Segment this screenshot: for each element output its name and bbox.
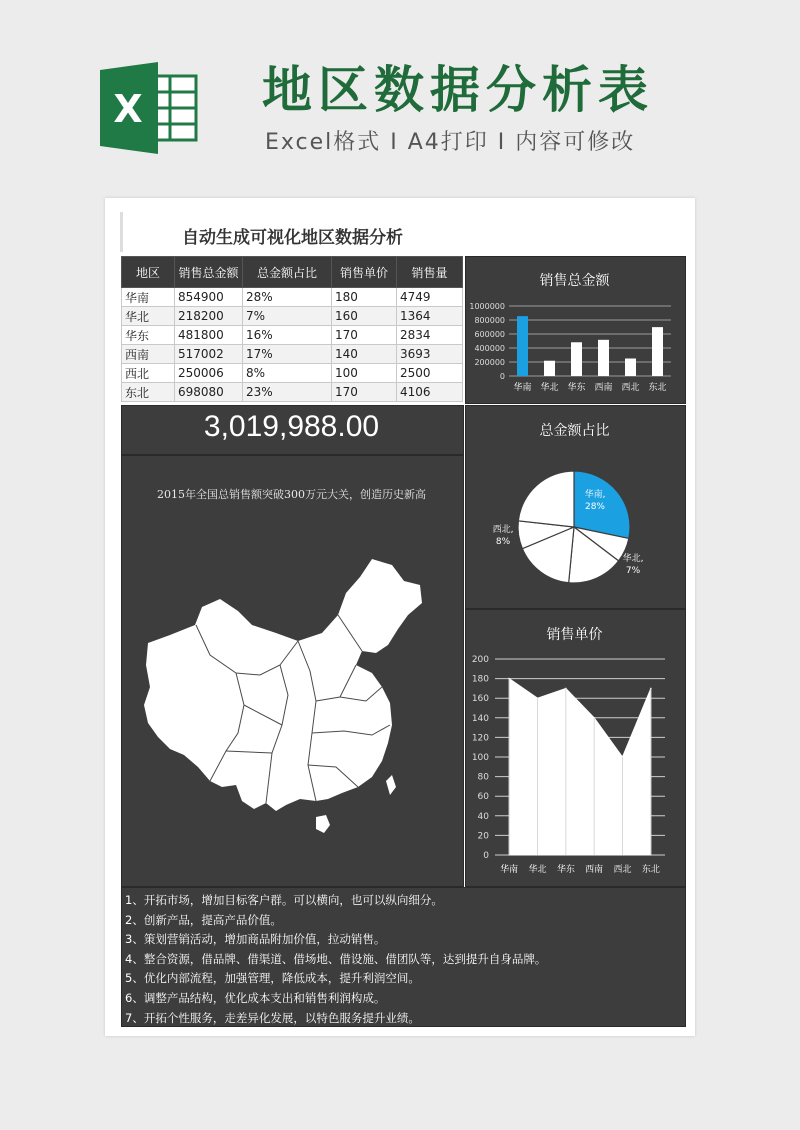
pie-slice	[518, 471, 574, 527]
area-x-tick-label: 西北	[613, 865, 632, 875]
cell-region: 华北	[122, 307, 175, 326]
pie-label-percent: 28%	[584, 502, 606, 512]
pie-label-percent: 8%	[495, 537, 511, 547]
note-item: 7、开拓个性服务，走差异化发展，以特色服务提升业绩。	[125, 1010, 420, 1025]
bar-x-tick-label: 西南	[594, 383, 613, 393]
area-x-tick-label: 东北	[641, 865, 660, 875]
area-x-tick-label: 西南	[585, 865, 604, 875]
note-item: 4、整合资源，借品牌、借渠道、借场地、借设施、借团队等，达到提升自身品牌。	[125, 951, 547, 966]
area-y-tick-label: 140	[471, 713, 489, 724]
area-y-tick-label: 60	[477, 792, 489, 803]
cell-total-sales: 854900	[175, 288, 243, 307]
note-item: 5、优化内部流程，加强管理，降低成本，提升利润空间。	[125, 971, 420, 986]
table-row	[122, 307, 463, 326]
pie-chart-title: 总金额占比	[539, 423, 610, 439]
cell-region: 西南	[122, 345, 175, 364]
bar-y-tick-label: 200000	[474, 358, 505, 367]
area-y-tick-label: 20	[477, 831, 489, 842]
bar-y-tick-label: 0	[499, 372, 505, 381]
map-caption: 2015年全国总销售额突破300万元大关，创造历史新高	[157, 488, 426, 501]
area-y-tick-label: 120	[471, 733, 489, 744]
cell-share: 8%	[243, 364, 332, 383]
col-header-unit-price: 销售单价	[332, 257, 397, 288]
bar-x-tick-label: 西北	[621, 383, 640, 393]
cell-quantity: 2500	[397, 364, 463, 383]
table-row	[122, 326, 463, 345]
area-y-tick-label: 0	[483, 851, 489, 861]
cell-total-sales: 218200	[175, 307, 243, 326]
cell-quantity: 4106	[397, 383, 463, 402]
sales-table	[121, 256, 463, 402]
table-row	[122, 345, 463, 364]
page-subtitle: Excel格式 I A4打印 I 内容可修改	[265, 130, 636, 155]
cell-region: 西北	[122, 364, 175, 383]
cell-quantity: 1364	[397, 307, 463, 326]
pie-label-category: 西北,	[492, 525, 514, 535]
bar-mark	[571, 342, 582, 376]
table-row	[122, 364, 463, 383]
cell-unit-price: 100	[332, 364, 397, 383]
cell-total-sales: 250006	[175, 364, 243, 383]
cell-unit-price: 170	[332, 326, 397, 345]
pie-chart	[465, 405, 684, 607]
bar-y-tick-label: 800000	[474, 316, 505, 325]
cell-region: 华南	[122, 288, 175, 307]
cell-quantity: 3693	[397, 345, 463, 364]
bar-chart	[465, 256, 684, 402]
cell-total-sales: 517002	[175, 345, 243, 364]
note-item: 3、策划营销活动，增加商品附加价值，拉动销售。	[125, 932, 386, 947]
pie-label-percent: 7%	[625, 566, 641, 576]
cell-share: 17%	[243, 345, 332, 364]
col-header-region: 地区	[122, 257, 175, 288]
area-chart	[465, 609, 684, 885]
bar-x-tick-label: 东北	[648, 383, 667, 393]
cell-share: 16%	[243, 326, 332, 345]
area-y-tick-label: 40	[477, 811, 489, 822]
table-row	[122, 383, 463, 402]
cell-unit-price: 160	[332, 307, 397, 326]
page-title: 地区数据分析表	[262, 61, 654, 119]
cell-share: 28%	[243, 288, 332, 307]
table-header-row	[122, 257, 463, 288]
area-y-tick-label: 80	[477, 772, 489, 783]
cell-share: 7%	[243, 307, 332, 326]
note-item: 1、开拓市场，增加目标客户群。可以横向，也可以纵向细分。	[125, 893, 443, 907]
cell-region: 华东	[122, 326, 175, 345]
bar-y-tick-label: 1000000	[469, 302, 505, 311]
cell-share: 23%	[243, 383, 332, 402]
area-x-tick-label: 华北	[528, 865, 547, 875]
bar-mark	[625, 358, 636, 376]
cell-unit-price: 140	[332, 345, 397, 364]
bar-x-tick-label: 华南	[513, 383, 532, 393]
bar-mark	[598, 340, 609, 376]
cell-quantity: 2834	[397, 326, 463, 345]
area-y-tick-label: 100	[471, 753, 489, 763]
bar-mark	[517, 316, 528, 376]
area-x-tick-label: 华南	[500, 865, 519, 875]
cell-total-sales: 698080	[175, 383, 243, 402]
cell-region: 东北	[122, 383, 175, 402]
notes-list	[125, 891, 680, 1028]
col-header-share: 总金额占比	[243, 257, 332, 288]
bar-y-tick-label: 400000	[474, 344, 505, 353]
area-chart-title: 销售单价	[546, 627, 603, 643]
area-x-tick-label: 华东	[556, 865, 575, 875]
cell-total-sales: 481800	[175, 326, 243, 345]
bar-x-tick-label: 华东	[567, 383, 586, 393]
bar-y-tick-label: 600000	[474, 330, 505, 339]
sheet-title: 自动生成可视化地区数据分析	[182, 228, 403, 248]
col-header-quantity: 销售量	[397, 257, 463, 288]
pie-label-category: 华南,	[584, 490, 606, 500]
cell-unit-price: 170	[332, 383, 397, 402]
bar-chart-title: 销售总金额	[539, 273, 610, 289]
total-sales-value: 3,019,988.00	[203, 410, 380, 443]
pie-label-category: 华北,	[622, 554, 644, 564]
china-map	[140, 555, 430, 840]
bar-x-tick-label: 华北	[540, 383, 559, 393]
note-item: 6、调整产品结构，优化成本支出和销售利润构成。	[125, 990, 386, 1005]
cell-unit-price: 180	[332, 288, 397, 307]
area-y-tick-label: 200	[471, 655, 489, 665]
bar-mark	[544, 361, 555, 376]
excel-logo	[100, 62, 200, 154]
table-row	[122, 288, 463, 307]
bar-mark	[652, 327, 663, 376]
note-item: 2、创新产品，提高产品价值。	[125, 912, 282, 927]
cell-quantity: 4749	[397, 288, 463, 307]
area-y-tick-label: 160	[471, 694, 489, 705]
logo-letter: X	[113, 87, 143, 131]
area-y-tick-label: 180	[471, 674, 489, 685]
area-fill	[509, 679, 651, 855]
col-header-total-sales: 销售总金额	[175, 257, 243, 288]
